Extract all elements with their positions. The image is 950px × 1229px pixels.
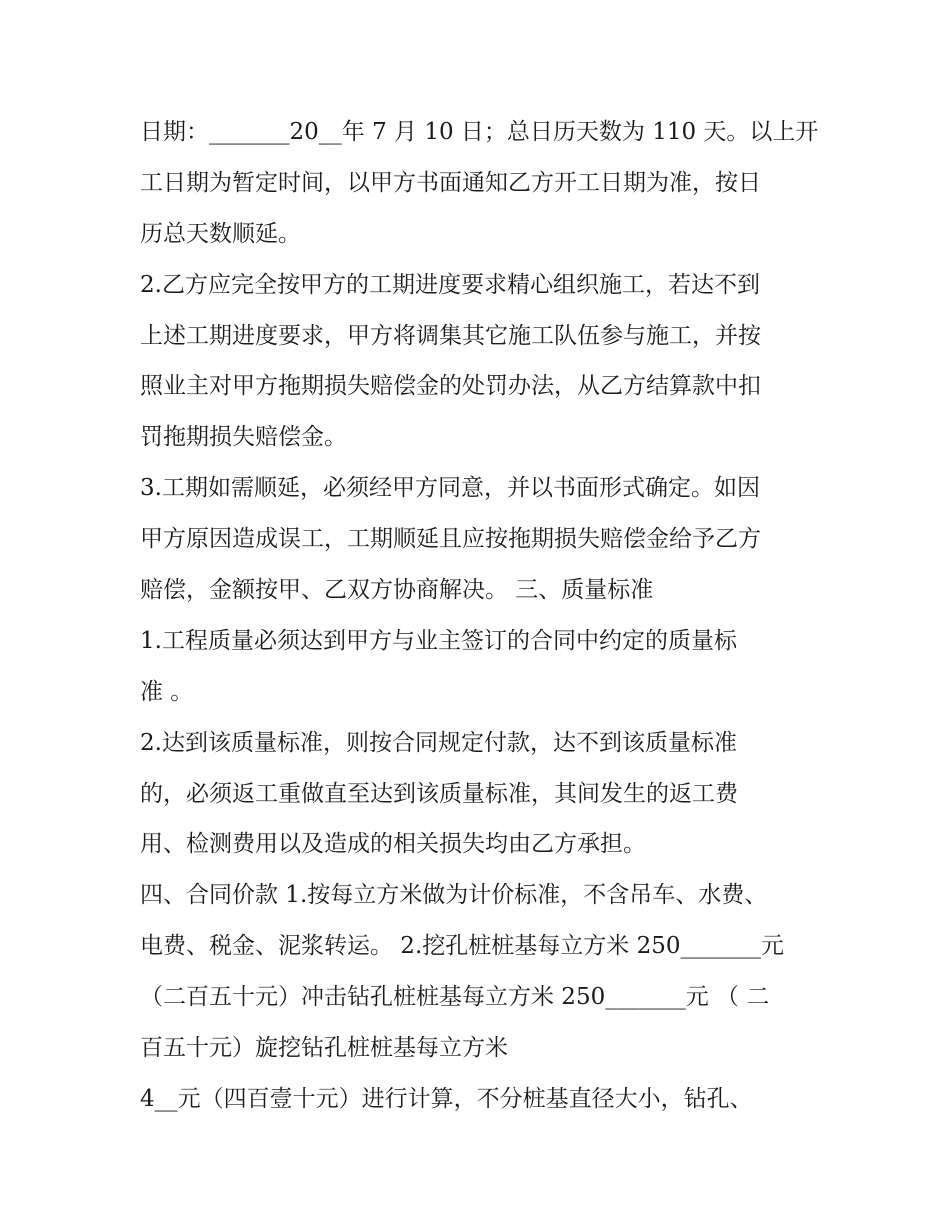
text-line: 用、检测费用以及造成的相关损失均由乙方承担。 — [140, 831, 646, 858]
text-line: 3.工期如需顺延，必须经甲方同意，并以书面形式确定。如因 — [140, 475, 760, 502]
contract-text-body — [140, 107, 840, 1125]
text-line: 的，必须返工重做直至达到该质量标准，其间发生的返工费 — [140, 780, 738, 807]
text-line: 2.乙方应完全按甲方的工期进度要求精心组织施工，若达不到 — [140, 271, 760, 298]
text-line: 上述工期进度要求，甲方将调集其它施工队伍参与施工，并按 — [140, 322, 761, 349]
text-line: 工日期为暂定时间，以甲方书面通知乙方开工日期为准，按日 — [140, 169, 761, 196]
text-line: 电费、税金、泥浆转运。 2.挖孔桩桩基每立方米 250_______元 — [140, 933, 784, 960]
text-line: 百五十元）旋挖钻孔桩桩基每立方米 — [140, 1035, 508, 1062]
text-line: 2.达到该质量标准，则按合同规定付款，达不到该质量标准 — [140, 729, 737, 756]
text-line: 罚拖期损失赔偿金。 — [140, 424, 347, 451]
text-line: 四、合同价款 1.按每立方米做为计价标准，不含吊车、水费、 — [140, 882, 768, 909]
text-line: 1.工程质量必须达到甲方与业主签订的合同中约定的质量标 — [140, 627, 737, 654]
text-line: 甲方原因造成误工，工期顺延且应按拖期损失赔偿金给予乙方 — [140, 526, 761, 553]
text-line: 赔偿，金额按甲、乙双方协商解决。 三、质量标准 — [140, 577, 654, 604]
text-line: 照业主对甲方拖期损失赔偿金的处罚办法，从乙方结算款中扣 — [140, 373, 761, 400]
text-line: 4__元（四百壹十元）进行计算，不分桩基直径大小，钻孔、 — [140, 1085, 753, 1112]
text-line: 准 。 — [140, 678, 194, 705]
text-line: 历总天数顺延。 — [140, 220, 301, 247]
text-line: （二百五十元）冲击钻孔桩桩基每立方米 250_______元 （ 二 — [140, 984, 770, 1011]
text-line: 日期：_______20__年 7 月 10 日；总日历天数为 110 天。以上开 — [140, 119, 819, 145]
